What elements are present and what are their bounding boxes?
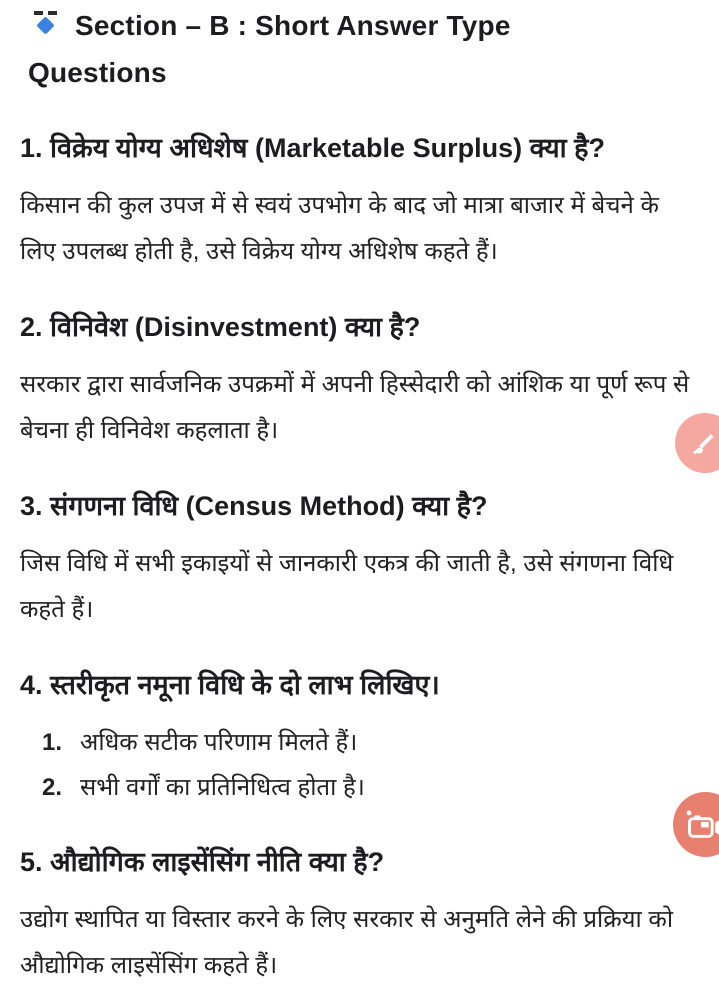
question-4-title: 4. स्तरीकृत नमूना विधि के दो लाभ लिखिए। xyxy=(20,665,699,705)
question-2-title: 2. विनिवेश (Disinvestment) क्या है? xyxy=(20,307,699,347)
clipped-content-above xyxy=(34,2,62,6)
list-item xyxy=(42,765,699,810)
video-camera-icon xyxy=(685,809,719,841)
list-item xyxy=(42,720,699,765)
question-block-4 xyxy=(20,665,699,810)
question-block-1 xyxy=(20,128,699,275)
section-heading-line1-row xyxy=(28,2,699,49)
section-heading-line1: Section – B : Short Answer Type xyxy=(75,10,511,41)
list-item-number: 1. xyxy=(42,720,80,765)
document-page[interactable] xyxy=(0,2,719,1002)
list-item-text: अधिक सटीक परिणाम मिलते हैं। xyxy=(80,720,357,765)
document-content xyxy=(0,2,719,989)
section-heading-line2: Questions xyxy=(28,49,699,96)
question-5-answer: उद्योग स्थापित या विस्तार करने के लिए सरकार से अनुमति लेने की प्रक्रिया को औद्योगिक लाइसेंसिंग कहते हैं। xyxy=(20,897,699,989)
advantages-list xyxy=(20,720,699,810)
question-2-answer: सरकार द्वारा सार्वजनिक उपक्रमों में अपनी हिस्सेदारी को आंशिक या पूर्ण रूप से बेचना ही विनिवेश कहलाता है। xyxy=(20,362,699,454)
list-item-text: सभी वर्गों का प्रतिनिधित्व होता है। xyxy=(80,765,365,810)
question-block-2 xyxy=(20,307,699,454)
question-block-5 xyxy=(20,842,699,989)
question-5-title: 5. औद्योगिक लाइसेंसिंग नीति क्या है? xyxy=(20,842,699,882)
diamond-bullet-icon xyxy=(36,16,54,34)
pen-icon xyxy=(689,427,719,459)
question-1-answer: किसान की कुल उपज में से स्वयं उपभोग के बाद जो मात्रा बाजार में बेचने के लिए उपलब्ध होती है, उसे विक्रेय योग्य अधिशेष कहते हैं। xyxy=(20,183,699,275)
question-3-answer: जिस विधि में सभी इकाइयों से जानकारी एकत्र की जाती है, उसे संगणना विधि कहते हैं। xyxy=(20,541,699,633)
question-block-3 xyxy=(20,486,699,633)
question-3-title: 3. संगणना विधि (Census Method) क्या है? xyxy=(20,486,699,526)
list-item-number: 2. xyxy=(42,765,80,810)
section-heading xyxy=(28,2,699,96)
question-1-title: 1. विक्रेय योग्य अधिशेष (Marketable Surplus) क्या है? xyxy=(20,128,699,168)
